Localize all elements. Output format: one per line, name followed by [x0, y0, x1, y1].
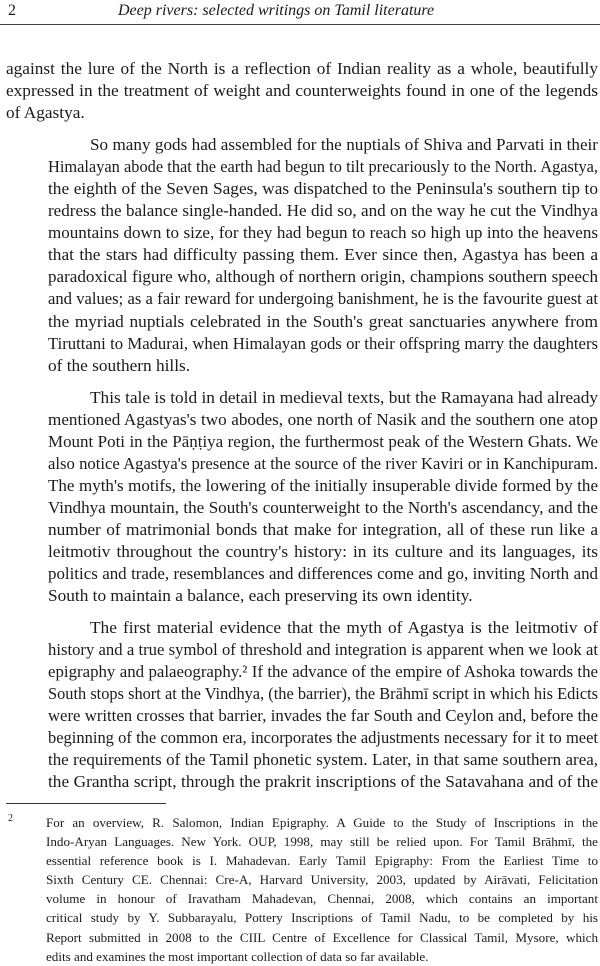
page-number: 2 [8, 2, 16, 19]
text-line: of Agastya. [6, 103, 85, 123]
text-line: South stops short at the Vindhya, (the barrier), the Brāhmī script in which his Edicts [48, 684, 598, 704]
footnote-marker: 2 [8, 813, 13, 824]
text-line: beginning of the common era, incorporates the adjustments necessary for it to meet [48, 728, 598, 748]
text-line: Himalayan abode that the earth had begun to tilt precariously to the North. Agastya, [48, 157, 598, 177]
text-line: history and a true symbol of threshold and integration is apparent when we look at [48, 640, 598, 660]
text-line: South to maintain a balance, each preserving its own identity. [48, 586, 473, 606]
text-line: Tiruttani to Madurai, when Himalayan gods or their offspring marry the daughters [48, 333, 598, 353]
page-header [0, 0, 600, 25]
text-line: that the stars had difficulty passing them. Ever since then, Agastya has been a [48, 245, 598, 265]
text-line: redress the balance single-handed. He did so, and on the way he cut the Vindhya [48, 201, 598, 221]
text-line: Mount Poti in the Pāṇṭiya region, the furthermost peak of the Western Ghats. We [48, 431, 598, 451]
footnote-line: Report submitted in 2008 to the CIIL Centre of Excellence for Classical Tamil, Mysore, which [46, 929, 598, 945]
footnote [6, 813, 598, 966]
footnote-line: edits and examines the most important collection of data so far available. [46, 948, 429, 964]
text-line: expressed in the treatment of weight and counterweights found in one of the legends [6, 81, 598, 101]
text-line: number of matrimonial bonds that make for integration, all of these run like a [48, 519, 598, 539]
paragraph [6, 617, 598, 793]
text-line: leitmotiv throughout the country's history: in its culture and its languages, its [48, 541, 598, 561]
paragraph [6, 387, 598, 607]
text-line: against the lure of the North is a reflection of Indian reality as a whole, beautifully [6, 59, 598, 78]
paragraph [6, 58, 598, 124]
text-line: This tale is told in detail in medieval texts, but the Ramayana had already [90, 387, 598, 407]
text-line: were written crosses that barrier, invades the far South and Ceylon and, before the [48, 706, 598, 726]
footnote-line: Indo-Aryan Languages. New York. OUP, 1998, may still be relied upon. For Tamil Brāhmī, the [46, 834, 598, 850]
text-line: and values; as a fair reward for undergoing banishment, he is the favourite guest at [48, 289, 598, 309]
text-line: mountains down to size, for they had begun to reach so high up into the heavens [48, 223, 598, 243]
footnote-line: volume in honour of Iravatham Mahadevan, Chennai, 2008, which contains an important [46, 891, 598, 907]
text-line: the Grantha script, through the prakrit inscriptions of the Satavahana and of the [48, 772, 598, 792]
footnote-line: Sixth Century CE. Chennai: Cre-A, Harvard University, 2003, updated by Airāvati, Felicitation [46, 872, 598, 888]
text-line: the eighth of the Seven Sages, was dispatched to the Peninsula's southern tip to [48, 179, 598, 199]
text-line: The first material evidence that the myth of Agastya is the leitmotiv of [90, 618, 598, 638]
footnote-line: For an overview, R. Salomon, Indian Epigraphy. A Guide to the Study of Inscriptions in the [46, 815, 598, 830]
body-text [6, 58, 598, 794]
paragraph [6, 134, 598, 377]
footnote-line: essential reference book is I. Mahadevan. Early Tamil Epigraphy: From the Earliest Time to [46, 853, 598, 869]
text-line: of the southern hills. [48, 355, 191, 375]
text-line: also notice Agastya's presence at the source of the river Kaviri or in Kanchipuram. [48, 453, 598, 473]
text-line: paradoxical figure who, although of northern origin, champions southern speech [48, 267, 598, 287]
footnote-rule [6, 803, 166, 804]
footnote-line: critical study by Y. Subbarayalu, Pottery Inscriptions of Tamil Nadu, to be completed by his [46, 910, 598, 926]
text-line: So many gods had assembled for the nuptials of Shiva and Parvati in their [90, 135, 598, 155]
text-line: epigraphy and palaeography.² If the advance of the empire of Ashoka towards the [48, 662, 598, 682]
text-line: the requirements of the Tamil phonetic system. Later, in that same southern area, [48, 750, 598, 770]
running-head: Deep rivers: selected writings on Tamil literature [118, 2, 435, 19]
text-line: the myriad nuptials celebrated in the South's great sanctuaries anywhere from [48, 311, 598, 331]
text-line: Vindhya mountain, the South's counterweight to the North's ascendancy, and the [48, 497, 598, 517]
text-line: mentioned Agastyas's two abodes, one north of Nasik and the southern one atop [48, 409, 598, 429]
text-line: politics and trade, resemblances and differences come and go, inviting North and [48, 564, 598, 584]
text-line: The myth's motifs, the lowering of the initially insuperable divide formed by the [48, 475, 598, 495]
